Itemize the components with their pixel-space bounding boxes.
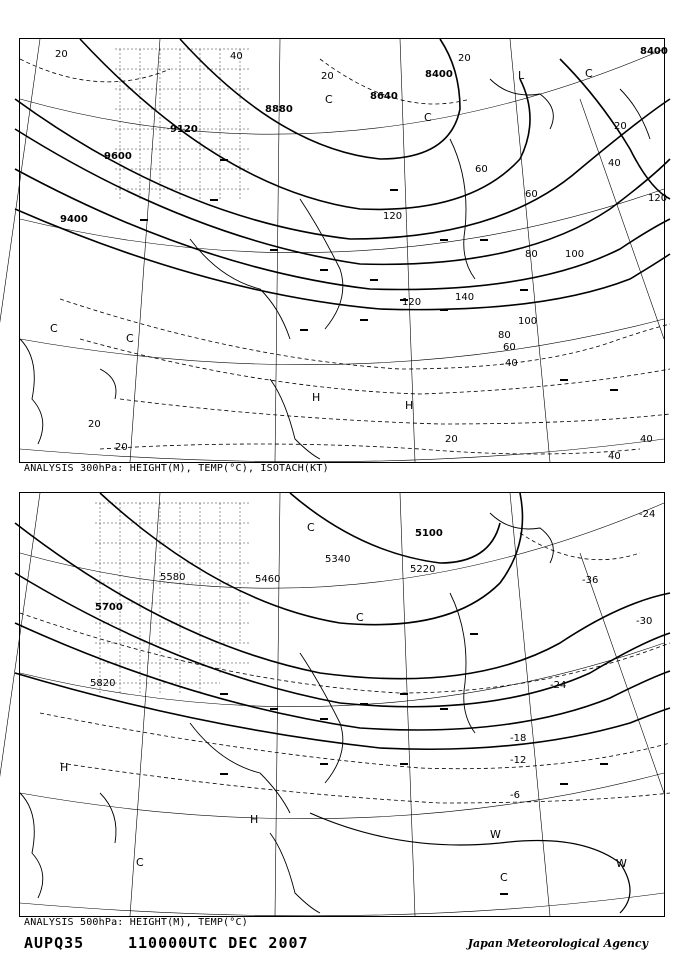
height-label: 8640 bbox=[370, 91, 398, 102]
height-contours bbox=[15, 493, 670, 749]
isotach-label: 40 bbox=[608, 158, 621, 169]
height-label: 9120 bbox=[170, 124, 198, 135]
temp-label: -6 bbox=[510, 790, 520, 801]
isotach-label: 80 bbox=[498, 330, 511, 341]
isotach-label: 20 bbox=[445, 434, 458, 445]
height-label: 5100 bbox=[415, 528, 443, 539]
height-label: 9400 bbox=[60, 214, 88, 225]
isotach-label: 40 bbox=[230, 51, 243, 62]
temp-label: -18 bbox=[510, 733, 527, 744]
height-label: 5700 bbox=[95, 602, 123, 613]
isotach-label: 120 bbox=[402, 297, 422, 308]
center-marker: W bbox=[616, 857, 627, 870]
isotach-label: 60 bbox=[475, 164, 488, 175]
caption-500hpa: ANALYSIS 500hPa: HEIGHT(M), TEMP(°C) bbox=[24, 917, 248, 928]
center-marker: C bbox=[325, 93, 333, 106]
isotach-label: 60 bbox=[503, 342, 516, 353]
isotherms bbox=[20, 533, 670, 803]
center-marker: W bbox=[490, 828, 501, 841]
agency-name: Japan Meteorological Agency bbox=[467, 937, 648, 950]
temp-label: -12 bbox=[510, 755, 527, 766]
height-label: 5340 bbox=[325, 554, 351, 565]
center-marker: C bbox=[356, 611, 364, 624]
center-marker: C bbox=[136, 856, 144, 869]
terrain-hatch bbox=[95, 503, 250, 693]
valid-time: 110000UTC DEC 2007 bbox=[128, 934, 309, 952]
isotach-label: 40 bbox=[608, 451, 621, 462]
isotach-label: 20 bbox=[321, 71, 334, 82]
isotach-label: 60 bbox=[525, 189, 538, 200]
height-label: 8880 bbox=[265, 104, 293, 115]
map-500hpa-drawing bbox=[20, 493, 664, 916]
caption-300hpa: ANALYSIS 300hPa: HEIGHT(M), TEMP(°C), ISOTACH(KT) bbox=[24, 463, 329, 474]
center-marker: H bbox=[312, 391, 321, 404]
map-300hpa-drawing bbox=[20, 39, 668, 462]
station-plots bbox=[220, 633, 608, 895]
center-marker: H bbox=[60, 761, 69, 774]
isotach-label: 140 bbox=[455, 292, 475, 303]
height-label: 5820 bbox=[90, 678, 116, 689]
center-marker: C bbox=[500, 871, 508, 884]
temp-label: -24 bbox=[550, 680, 567, 691]
ridge-line bbox=[310, 813, 630, 913]
height-label: 5460 bbox=[255, 574, 281, 585]
map-500hpa bbox=[19, 492, 665, 917]
height-label: 9600 bbox=[104, 151, 132, 162]
isotach-label: 120 bbox=[383, 211, 403, 222]
isotach-label: 20 bbox=[115, 442, 128, 453]
center-marker: C bbox=[585, 67, 593, 80]
center-marker: C bbox=[424, 111, 432, 124]
isotach-label: 20 bbox=[614, 121, 627, 132]
center-marker: C bbox=[126, 332, 134, 345]
temp-label: -36 bbox=[582, 575, 599, 586]
center-marker: C bbox=[50, 322, 58, 335]
isotach-label: 20 bbox=[55, 49, 68, 60]
chart-id: AUPQ35 bbox=[24, 934, 85, 952]
center-marker: H bbox=[405, 399, 414, 412]
isotach-label: 40 bbox=[505, 358, 518, 369]
coastline bbox=[20, 79, 650, 459]
isotach-label: 100 bbox=[518, 316, 538, 327]
height-label: 5220 bbox=[410, 564, 436, 575]
isotach-label: 20 bbox=[458, 53, 471, 64]
center-marker: L bbox=[518, 69, 525, 82]
isotach-label: 20 bbox=[88, 419, 101, 430]
height-contours bbox=[15, 39, 670, 310]
center-marker: C bbox=[307, 521, 315, 534]
isotach-label: 100 bbox=[565, 249, 585, 260]
height-label: 8400 bbox=[425, 69, 453, 80]
isotach-label: 80 bbox=[525, 249, 538, 260]
isotach-label: 120 bbox=[648, 193, 668, 204]
isotach-label: 40 bbox=[640, 434, 653, 445]
temp-label: -30 bbox=[636, 616, 653, 627]
height-label: 8400 bbox=[640, 46, 668, 57]
height-label: 5580 bbox=[160, 572, 186, 583]
map-300hpa bbox=[19, 38, 668, 463]
temp-label: -24 bbox=[639, 509, 656, 520]
center-marker: H bbox=[250, 813, 259, 826]
